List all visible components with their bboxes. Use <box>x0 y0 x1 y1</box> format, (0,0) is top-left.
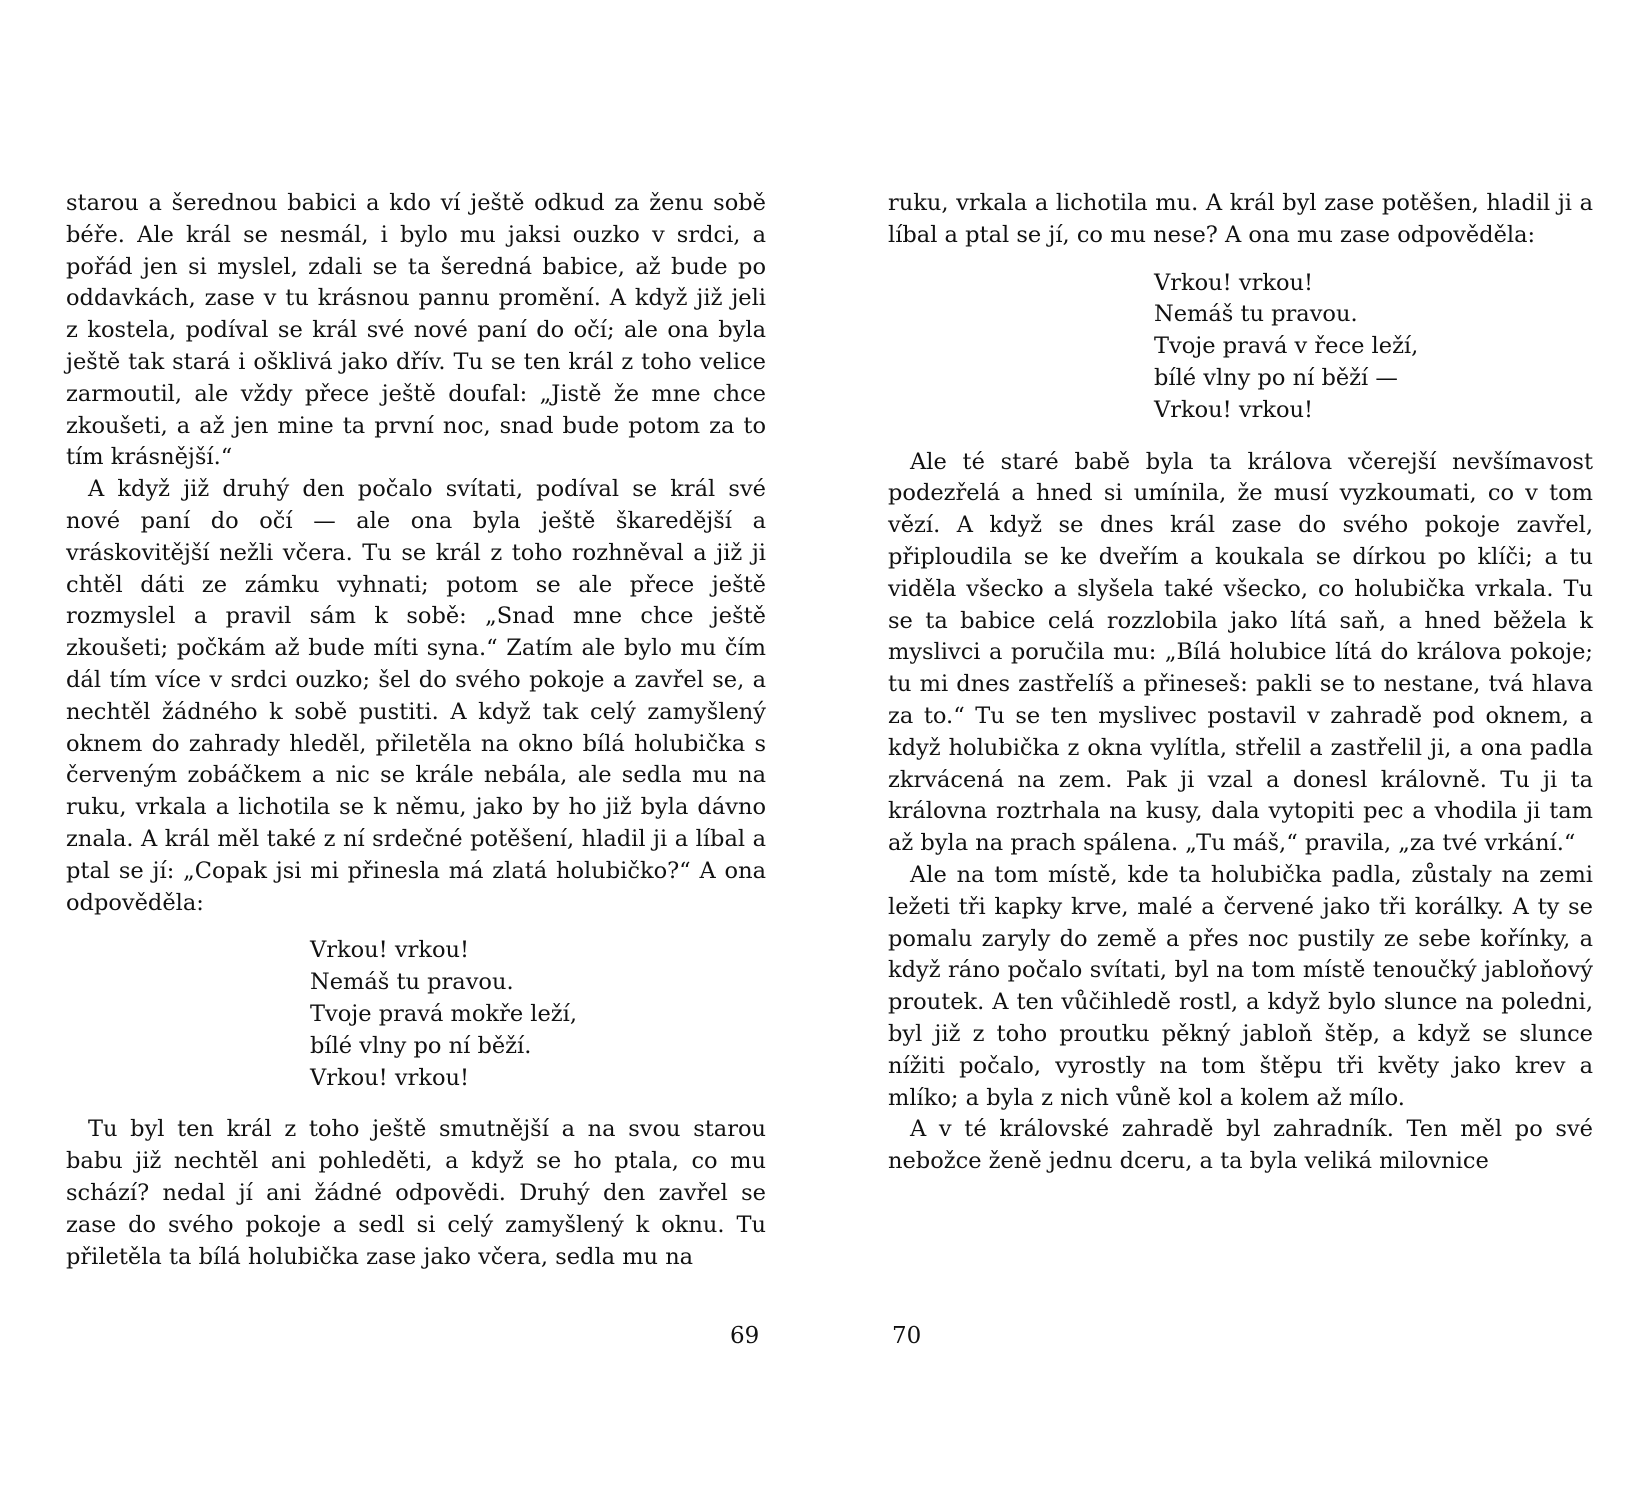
paragraph: Ale na tom místě, kde ta holubička padla, zůstaly na zemi ležeti tři kapky krve, malé a červené jako tři korálky. A ty se pomalu zaryly do země a přes noc pustily ze sebe kořínky, a když ráno počalo svítati, byl na tom místě tenoučký jabloňový proutek. A ten vůčihledě rostl, a když bylo slunce na poledni, byl již z toho proutku pěkný jabloň štěp, a když se slunce nížiti počalo, vyrostly na tom štěpu tři květy jako krev a mlíko; a byla z nich vůně kol a kolem až mílo. <box>888 861 1593 1111</box>
verse-line: bílé vlny po ní běží. <box>310 1032 532 1059</box>
left-page <box>66 188 766 1273</box>
paragraph: A když již druhý den počalo svítati, podíval se král své nové paní do očí — ale ona byla ještě škaredější a vráskovitější nežli včera. Tu se král z toho rozhněval a již ji chtěl dáti ze zámku vyhnati; potom se ale přece ještě rozmyslel a pravil sám k sobě: „Snad mne chce ještě zkoušeti; počkám až bude míti syna.“ Zatím ale bylo mu čím dál tím více v srdci ouzko; šel do svého pokoje a zavřel se, a nechtěl žádného k sobě pustiti. A když tak celý zamyšlený oknem do zahrady hleděl, přiletěla na okno bílá holubička s červeným zobáčkem a nic se krále nebála, ale sedla mu na ruku, vrkala a lichotila se k němu, jako by ho již byla dávno znala. A král měl také z ní srdečné potěšení, hladil ji a líbal a ptal se jí: „Copak jsi mi přinesla má zlatá holubičko?“ A ona odpověděla: <box>66 476 766 916</box>
paragraph: Tu byl ten král z toho ještě smutnější a na svou starou babu již nechtěl ani pohleděti, a když se ho ptala, co mu schází? nedal jí ani žádné odpovědi. Druhý den zavřel se zase do svého pokoje a sedl si celý zamyšlený k oknu. Tu přiletěla ta bílá holubička zase jako včera, sedla mu na <box>66 1116 766 1270</box>
page-number-right: 70 <box>892 1323 922 1349</box>
left-page-text <box>66 188 766 919</box>
right-page <box>888 188 1593 1178</box>
verse-line: Vrkou! vrkou! <box>1154 269 1314 296</box>
page-number-left: 69 <box>730 1323 760 1349</box>
verse <box>66 935 766 1094</box>
verse-line: bílé vlny po ní běží — <box>1154 364 1398 391</box>
right-page-text-end <box>888 447 1593 1178</box>
paragraph: starou a šerednou babici a kdo ví ještě odkud za ženu sobě béře. Ale král se nesmál, i bylo mu jaksi ouzko v srdci, a pořád jen si myslel, zdali se ta šeredná babice, až bude po oddavkách, zase v tu krásnou pannu promění. A když již jeli z kostela, podíval se král své nové paní do očí; ale ona byla ještě tak stará i ošklivá jako dřív. Tu se ten král z toho velice zarmoutil, ale vždy přece ještě doufal: „Jistě že mne chce zkoušeti, a až jen mine ta první noc, snad bude potom za to tím krásnější.“ <box>66 190 766 471</box>
verse <box>888 268 1593 427</box>
paragraph: ruku, vrkala a lichotila mu. A král byl zase potěšen, hladil ji a líbal a ptal se jí, co mu nese? A ona mu zase odpověděla: <box>888 190 1593 248</box>
verse-line: Vrkou! vrkou! <box>310 937 470 964</box>
verse-line: Vrkou! vrkou! <box>310 1064 470 1091</box>
verse-line: Tvoje pravá mokře leží, <box>310 1000 578 1027</box>
verse-line: Nemáš tu pravou. <box>310 969 514 996</box>
paragraph: Ale té staré babě byla ta králova včerejší nevšímavost podezřelá a hned si umínila, že musí vyzkoumati, co v tom vězí. A když se dnes král zase do svého pokoje zavřel, připloudila se ke dveřím a koukala se dírkou po klíči; a tu viděla všecko a slyšela také všecko, co holubička vrkala. Tu se ta babice celá rozzlobila jako lítá saň, a hned běžela k myslivci a poručila mu: „Bílá holubice lítá do králova pokoje; tu mi dnes zastřelíš a přineseš: pakli se to nestane, tvá hlava za to.“ Tu se ten myslivec postavil v zahradě pod oknem, a když holubička z okna vylítla, střelil a zastřelil ji, a ona padla zkrvácená na zem. Pak ji vzal a donesl královně. Tu ji ta královna roztrhala na kusy, dala vytopiti pec a vhodila ji tam až byla na prach spálena. „Tu máš,“ pravila, „za tvé vrkání.“ <box>888 448 1593 857</box>
verse-line: Vrkou! vrkou! <box>1154 396 1314 423</box>
verse-line: Nemáš tu pravou. <box>1154 301 1358 328</box>
verse-line: Tvoje pravá v řece leží, <box>1154 333 1419 360</box>
left-page-text-end <box>66 1114 766 1273</box>
right-page-text <box>888 188 1593 252</box>
paragraph: A v té královské zahradě byl zahradník. Ten měl po své nebožce ženě jednu dceru, a ta byla veliká milovnice <box>888 1116 1593 1175</box>
